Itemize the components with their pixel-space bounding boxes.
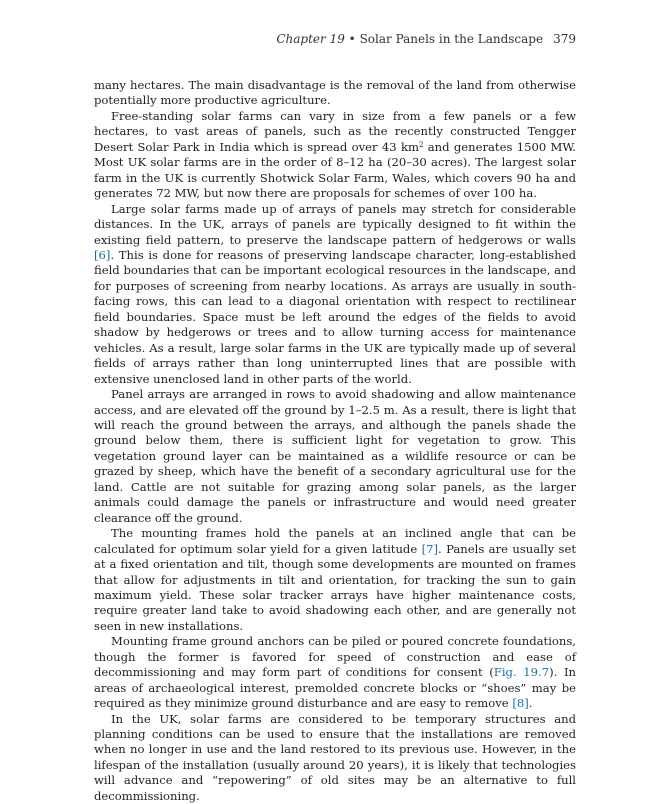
body-text (94, 78, 576, 804)
citation-link-8[interactable]: [8] (512, 696, 529, 711)
paragraph-6-text-a: Mounting frame ground anchors can be piled or poured concrete foundations, though the former is favored for speed of construction and ease of decommissioning and may form part of conditions for consent ( (94, 634, 576, 680)
chapter-title: Solar Panels in the Landscape (359, 32, 544, 46)
paragraph-1: many hectares. The main disadvantage is the removal of the land from otherwise potentially more productive agriculture. (94, 78, 576, 108)
paragraph-4: Panel arrays are arranged in rows to avoid shadowing and allow maintenance access, and are elevated off the ground by 1–2.5 m. As a result, there is light that will reach the ground between the arrays, and although the panels shade the ground below them, there is sufficient light for vegetation to grow. This vegetation ground layer can be maintained as a wildlife resource or can be grazed by sheep, which have the benefit of a secondary agricultural use for the land. Cattle are not suitable for grazing among solar panels, as the larger animals could damage the panels or infrastructure and would need greater clearance off the ground. (94, 387, 576, 525)
paragraph-3-text-a: Large solar farms made up of arrays of panels may stretch for considerable distances. In the UK, arrays of panels are typically designed to fit within the existing field pattern, to preserve the landscape pattern of hedgerows or walls (94, 201, 576, 247)
running-head (94, 32, 576, 46)
paragraph-2-text-a: Free-standing solar farms can vary in size from a few panels or a few hectares, to vast areas of panels, such as the recently constructed Tengger Desert Solar Park in India which is spread over 43 km (94, 108, 576, 154)
paragraph-5-text-b: . Panels are usually set at a fixed orientation and tilt, though some developments are mounted on frames that allow for adjustments in tilt and orientation, for tracking the sun to gain maximum yield. These solar tracker arrays have higher maintenance costs, require greater land take to avoid shadowing each other, and are generally not seen in new installations. (94, 541, 576, 633)
paragraph-3-text-b: . This is done for reasons of preserving landscape character, long-established field boundaries that can be important ecological resources in the landscape, and for purposes of screening from nearby locations. As arrays are usually in south-facing rows, this can lead to a diagonal orientation with respect to rectilinear field boundaries. Space must be left around the edges of the fields to avoid shadow by hedgerows or trees and to allow turning access for maintenance vehicles. As a result, large solar farms in the UK are typically made up of several fields of arrays rather than long uninterrupted lines that are possible with extensive unenclosed land in other parts of the world. (94, 247, 576, 386)
paragraph-2 (94, 109, 576, 202)
paragraph-5 (94, 526, 576, 634)
paragraph-3 (94, 202, 576, 387)
paragraph-6-text-c: . (528, 696, 533, 711)
citation-link-6[interactable]: [6] (94, 247, 111, 262)
paragraph-6-text-b: ). In areas of archaeological interest, premolded concrete blocks or “shoes” may be required as they minimize ground disturbance and are easy to remove (94, 665, 577, 711)
paragraph-2-text-b: and generates 1500 MW. Most UK solar farms are in the order of 8–12 ha (20–30 acres). The largest solar farm in the UK is currently Shotwick Solar Farm, Wales, which covers 90 ha and generates 72 MW, but now there are proposals for schemes of over 100 ha. (94, 139, 576, 201)
paragraph-6 (94, 634, 576, 711)
figure-link-19-7[interactable]: Fig. 19.7 (493, 665, 550, 680)
paragraph-7: In the UK, solar farms are considered to be temporary structures and planning conditions can be used to ensure that the installations are removed when no longer in use and the land restored to its previous use. However, in the lifespan of the installation (usually around 20 years), it is likely that technologies will advance and “repowering” of old sites may be an alternative to full decommissioning. (94, 711, 576, 803)
superscript-2: 2 (418, 140, 424, 149)
paragraph-5-text-a: The mounting frames hold the panels at an inclined angle that can be calculated for optimum solar yield for a given latitude (94, 526, 576, 556)
page-number: 379 (553, 32, 576, 46)
chapter-label: Chapter 19 (276, 32, 345, 46)
running-head-separator: • (344, 32, 360, 46)
citation-link-7[interactable]: [7] (421, 541, 439, 556)
